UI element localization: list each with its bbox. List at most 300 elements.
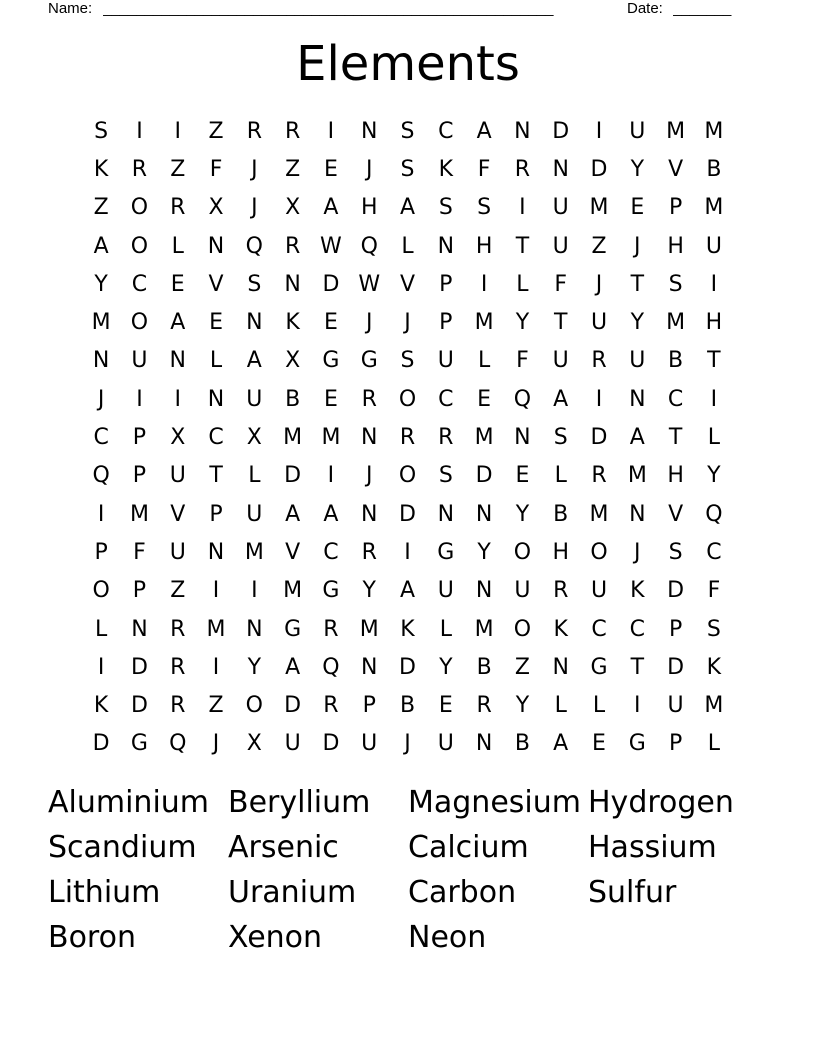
grid-letter: R — [323, 616, 339, 642]
grid-letter: M — [589, 195, 609, 221]
grid-letter: H — [475, 233, 493, 259]
grid-letter: Y — [515, 501, 530, 527]
grid-letter: M — [474, 616, 494, 642]
grid-letter: K — [706, 654, 722, 680]
grid-letter: M — [666, 118, 686, 144]
grid-letter: Q — [92, 463, 110, 489]
grid-letter: Z — [170, 578, 186, 604]
grid-letter: B — [706, 156, 722, 182]
grid-letter: B — [399, 693, 416, 719]
page-title: Elements — [296, 36, 520, 92]
grid-letter: J — [634, 233, 641, 259]
grid-letter: K — [285, 310, 300, 336]
grid-letter: U — [169, 539, 186, 565]
grid-letter: K — [438, 156, 454, 182]
grid-letter: Y — [477, 539, 491, 565]
grid-letter: A — [323, 501, 339, 527]
grid-letter: A — [629, 425, 645, 451]
grid-letter: L — [439, 616, 452, 642]
grid-letter: E — [323, 310, 338, 336]
worksheet-header — [0, 0, 816, 20]
grid-letter: C — [93, 425, 109, 451]
grid-letter: L — [554, 693, 567, 719]
grid-letter: U — [437, 731, 454, 757]
grid-letter: G — [360, 348, 378, 374]
grid-letter: N — [475, 578, 493, 604]
grid-letter: U — [705, 233, 722, 259]
word-list-item: Lithium — [48, 875, 161, 910]
grid-letter: J — [97, 386, 105, 412]
grid-letter: G — [322, 578, 340, 604]
grid-letter: S — [400, 348, 415, 374]
word-list-item: Scandium — [48, 830, 197, 865]
grid-letter: R — [246, 118, 262, 144]
grid-letter: V — [285, 539, 301, 565]
grid-letter: C — [667, 386, 684, 412]
grid-letter: D — [552, 118, 570, 144]
grid-letter: J — [251, 195, 258, 221]
grid-letter: A — [476, 118, 492, 144]
grid-letter: Y — [439, 654, 453, 680]
word-list-item: Neon — [408, 920, 487, 955]
word-list-item: Aluminium — [48, 785, 210, 820]
grid-letter: Z — [591, 233, 607, 259]
grid-letter: M — [474, 425, 494, 451]
grid-letter: P — [439, 310, 453, 336]
grid-letter: M — [283, 578, 303, 604]
grid-letter: P — [94, 539, 108, 565]
grid-letter: Q — [322, 654, 340, 680]
grid-letter: S — [706, 616, 721, 642]
grid-letter: T — [553, 310, 568, 336]
grid-letter: S — [477, 195, 492, 221]
grid-letter: H — [705, 310, 723, 336]
grid-letter: E — [170, 271, 185, 297]
grid-letter: R — [591, 463, 607, 489]
grid-letter: D — [399, 654, 416, 680]
grid-letter: J — [404, 310, 411, 336]
grid-letter: R — [323, 693, 339, 719]
grid-letter: T — [668, 425, 683, 451]
grid-letter: L — [95, 616, 108, 642]
word-list-item: Boron — [48, 920, 136, 955]
grid-letter: L — [592, 693, 606, 719]
grid-letter: R — [284, 233, 301, 259]
word-list-item: Arsenic — [228, 830, 339, 865]
grid-letter: S — [438, 195, 453, 221]
grid-letter: D — [322, 731, 340, 757]
grid-letter: T — [209, 463, 223, 489]
grid-letter: V — [668, 156, 684, 182]
grid-letter: I — [595, 386, 603, 412]
grid-letter: Q — [513, 386, 532, 412]
grid-letter: B — [668, 348, 684, 374]
grid-letter: V — [170, 501, 186, 527]
grid-letter: E — [515, 463, 530, 489]
grid-letter: M — [129, 501, 149, 527]
grid-letter: I — [174, 118, 181, 144]
grid-letter: Q — [245, 233, 263, 259]
name-blank-line: ______________________________________________________ — [103, 0, 554, 17]
grid-letter: T — [630, 271, 645, 297]
grid-letter: R — [284, 118, 301, 144]
grid-letter: E — [209, 310, 223, 336]
grid-letter: C — [591, 616, 607, 642]
grid-letter: R — [131, 156, 148, 182]
grid-letter: R — [514, 156, 531, 182]
grid-letter: Z — [208, 118, 224, 144]
grid-letter: D — [399, 501, 416, 527]
grid-letter: M — [206, 616, 226, 642]
grid-letter: N — [629, 386, 646, 412]
grid-letter: I — [136, 386, 143, 412]
grid-letter: O — [130, 233, 149, 259]
letter-grid — [82, 112, 733, 763]
grid-letter: G — [284, 616, 302, 642]
grid-letter: D — [590, 156, 608, 182]
grid-letter: M — [704, 693, 724, 719]
grid-letter: U — [552, 348, 569, 374]
grid-letter: R — [591, 348, 607, 374]
grid-letter: D — [667, 578, 685, 604]
grid-letter: U — [246, 386, 263, 412]
grid-letter: I — [97, 654, 105, 680]
grid-letter: I — [327, 118, 335, 144]
grid-letter: N — [360, 425, 378, 451]
grid-letter: H — [667, 463, 684, 489]
grid-letter: Y — [630, 156, 645, 182]
grid-letter: G — [130, 731, 148, 757]
grid-letter: C — [208, 425, 224, 451]
grid-letter: R — [170, 616, 186, 642]
grid-letter: X — [285, 348, 301, 374]
grid-letter: X — [285, 195, 301, 221]
grid-letter: D — [92, 731, 110, 757]
grid-letter: N — [92, 348, 110, 374]
grid-letter: Y — [94, 271, 108, 297]
grid-letter: N — [475, 501, 493, 527]
grid-letter: J — [595, 271, 603, 297]
grid-letter: A — [170, 310, 186, 336]
grid-letter: C — [131, 271, 148, 297]
grid-letter: X — [208, 195, 224, 221]
grid-letter: L — [171, 233, 184, 259]
grid-letter: K — [93, 693, 109, 719]
grid-letter: K — [630, 578, 645, 604]
grid-letter: R — [361, 386, 377, 412]
grid-letter: I — [251, 578, 258, 604]
grid-letter: Y — [247, 654, 262, 680]
grid-letter: A — [399, 578, 416, 604]
grid-letter: L — [707, 731, 721, 757]
grid-letter: D — [130, 654, 148, 680]
grid-letter: N — [437, 501, 455, 527]
grid-letter: S — [400, 118, 415, 144]
word-list-item: Sulfur — [588, 875, 677, 910]
grid-letter: U — [361, 731, 378, 757]
grid-letter: U — [169, 463, 186, 489]
grid-letter: D — [475, 463, 493, 489]
word-list-item: Magnesium — [408, 785, 581, 820]
grid-letter: I — [519, 195, 526, 221]
word-list-item: Uranium — [228, 875, 357, 910]
word-list-item: Beryllium — [228, 785, 371, 820]
grid-letter: I — [480, 271, 488, 297]
grid-letter: D — [284, 463, 302, 489]
grid-letter: L — [516, 271, 529, 297]
grid-letter: O — [245, 693, 263, 719]
grid-letter: O — [590, 539, 608, 565]
grid-letter: R — [170, 654, 186, 680]
grid-letter: C — [629, 616, 645, 642]
grid-letter: N — [437, 233, 455, 259]
grid-letter: M — [704, 195, 724, 221]
grid-letter: N — [207, 386, 225, 412]
grid-letter: P — [668, 731, 683, 757]
grid-letter: O — [513, 539, 532, 565]
grid-letter: M — [244, 539, 264, 565]
grid-letter: F — [133, 539, 146, 565]
grid-letter: Z — [93, 195, 109, 221]
grid-letter: P — [668, 616, 683, 642]
grid-letter: G — [590, 654, 608, 680]
grid-letter: P — [362, 693, 376, 719]
grid-letter: G — [437, 539, 455, 565]
grid-letter: U — [552, 195, 569, 221]
grid-letter: A — [323, 195, 339, 221]
grid-letter: U — [246, 501, 263, 527]
grid-letter: K — [553, 616, 568, 642]
grid-letter: Y — [515, 310, 530, 336]
grid-letter: E — [323, 386, 338, 412]
grid-letter: M — [627, 463, 647, 489]
grid-letter: I — [174, 386, 181, 412]
grid-letter: I — [136, 118, 143, 144]
grid-letter: Y — [515, 693, 530, 719]
grid-letter: N — [169, 348, 186, 374]
grid-letter: V — [399, 271, 416, 297]
grid-letter: S — [553, 425, 568, 451]
grid-letter: N — [629, 501, 646, 527]
grid-letter: A — [93, 233, 109, 259]
grid-letter: S — [438, 463, 453, 489]
grid-letter: U — [629, 348, 646, 374]
grid-letter: J — [365, 463, 373, 489]
grid-letter: N — [360, 118, 378, 144]
grid-letter: S — [668, 539, 683, 565]
grid-letter: O — [92, 578, 110, 604]
grid-letter: N — [131, 616, 148, 642]
grid-letter: R — [361, 539, 377, 565]
grid-letter: M — [474, 310, 494, 336]
grid-letter: L — [248, 463, 261, 489]
grid-letter: V — [208, 271, 224, 297]
grid-letter: I — [710, 386, 718, 412]
grid-letter: N — [552, 654, 569, 680]
grid-letter: E — [477, 386, 492, 412]
grid-letter: O — [130, 195, 149, 221]
word-list-item: Carbon — [408, 875, 517, 910]
grid-letter: T — [707, 348, 721, 374]
grid-letter: U — [552, 233, 569, 259]
grid-letter: E — [438, 693, 453, 719]
grid-letter: U — [131, 348, 148, 374]
grid-letter: U — [284, 731, 301, 757]
grid-letter: T — [515, 233, 530, 259]
grid-letter: P — [668, 195, 683, 221]
grid-letter: N — [514, 425, 531, 451]
grid-letter: U — [514, 578, 531, 604]
grid-letter: T — [630, 654, 645, 680]
grid-letter: L — [209, 348, 223, 374]
grid-letter: N — [552, 156, 569, 182]
grid-letter: V — [668, 501, 684, 527]
grid-letter: U — [667, 693, 684, 719]
grid-letter: P — [439, 271, 453, 297]
date-blank-line: _______ — [673, 0, 732, 17]
word-list-item: Hydrogen — [588, 785, 734, 820]
grid-letter: Q — [705, 501, 723, 527]
grid-letter: P — [132, 463, 147, 489]
grid-letter: I — [212, 654, 220, 680]
grid-letter: P — [132, 425, 147, 451]
grid-letter: L — [707, 425, 721, 451]
grid-letter: A — [246, 348, 262, 374]
grid-letter: N — [360, 654, 378, 680]
word-list-item: Hassium — [588, 830, 717, 865]
grid-letter: H — [667, 233, 684, 259]
grid-letter: S — [668, 271, 683, 297]
grid-letter: R — [399, 425, 416, 451]
grid-letter: D — [322, 271, 340, 297]
grid-letter: G — [322, 348, 340, 374]
grid-letter: F — [516, 348, 529, 374]
grid-letter: Y — [362, 578, 376, 604]
grid-letter: N — [514, 118, 531, 144]
grid-letter: N — [246, 310, 263, 336]
grid-letter: D — [284, 693, 302, 719]
grid-letter: S — [400, 156, 415, 182]
grid-letter: D — [130, 693, 148, 719]
grid-letter: Y — [630, 310, 645, 336]
grid-letter: C — [706, 539, 722, 565]
grid-letter: X — [246, 425, 262, 451]
grid-letter: Z — [170, 156, 186, 182]
grid-letter: U — [629, 118, 646, 144]
grid-letter: J — [365, 310, 373, 336]
grid-letter: B — [553, 501, 569, 527]
grid-letter: I — [327, 463, 335, 489]
grid-letter: M — [704, 118, 724, 144]
grid-letter: F — [554, 271, 568, 297]
grid-letter: R — [438, 425, 454, 451]
grid-letter: E — [630, 195, 645, 221]
grid-letter: L — [477, 348, 491, 374]
grid-letter: E — [592, 731, 606, 757]
grid-letter: R — [476, 693, 492, 719]
grid-letter: O — [398, 463, 417, 489]
grid-letter: S — [247, 271, 262, 297]
grid-letter: A — [553, 731, 569, 757]
grid-letter: U — [590, 310, 608, 336]
grid-letter: L — [554, 463, 567, 489]
grid-letter: J — [365, 156, 373, 182]
grid-letter: C — [438, 118, 454, 144]
grid-letter: H — [360, 195, 378, 221]
grid-letter: M — [91, 310, 111, 336]
grid-letter: X — [170, 425, 186, 451]
grid-letter: M — [359, 616, 379, 642]
grid-letter: B — [285, 386, 301, 412]
grid-letter: X — [246, 731, 262, 757]
grid-letter: J — [212, 731, 220, 757]
grid-letter: I — [595, 118, 603, 144]
grid-letter: I — [404, 539, 411, 565]
word-list — [48, 780, 768, 960]
grid-letter: R — [170, 195, 186, 221]
word-list-item: Xenon — [228, 920, 323, 955]
grid-letter: A — [399, 195, 416, 221]
grid-letter: H — [552, 539, 569, 565]
grid-letter: U — [437, 348, 454, 374]
grid-letter: I — [710, 271, 718, 297]
grid-letter: M — [283, 425, 303, 451]
grid-letter: F — [477, 156, 491, 182]
grid-letter: U — [437, 578, 454, 604]
grid-letter: N — [246, 616, 263, 642]
grid-letter: N — [207, 233, 225, 259]
grid-letter: O — [398, 386, 417, 412]
grid-letter: M — [321, 425, 341, 451]
grid-letter: Z — [208, 693, 224, 719]
grid-letter: K — [93, 156, 109, 182]
grid-letter: W — [320, 233, 342, 259]
grid-letter: R — [553, 578, 569, 604]
grid-letter: M — [589, 501, 609, 527]
grid-letter: Z — [514, 654, 530, 680]
grid-letter: N — [207, 539, 225, 565]
grid-letter: D — [590, 425, 608, 451]
grid-letter: F — [707, 578, 721, 604]
grid-letter: J — [251, 156, 258, 182]
grid-letter: R — [170, 693, 186, 719]
grid-letter: U — [590, 578, 608, 604]
grid-letter: Z — [285, 156, 301, 182]
grid-letter: W — [358, 271, 381, 297]
grid-letter: Q — [169, 731, 187, 757]
grid-letter: J — [404, 731, 411, 757]
grid-letter: Q — [360, 233, 378, 259]
word-list-item: Calcium — [408, 830, 529, 865]
grid-letter: A — [553, 386, 569, 412]
grid-letter: B — [476, 654, 492, 680]
grid-letter: N — [360, 501, 378, 527]
grid-letter: N — [475, 731, 493, 757]
grid-letter: I — [212, 578, 220, 604]
grid-letter: O — [513, 616, 532, 642]
grid-letter: S — [94, 118, 109, 144]
grid-letter: C — [438, 386, 454, 412]
grid-letter: P — [209, 501, 223, 527]
grid-letter: N — [284, 271, 301, 297]
grid-letter: D — [667, 654, 685, 680]
date-label: Date: — [627, 0, 663, 17]
grid-letter: K — [400, 616, 415, 642]
name-label: Name: — [48, 0, 93, 17]
grid-letter: J — [634, 539, 641, 565]
grid-letter: E — [323, 156, 338, 182]
grid-letter: O — [130, 310, 149, 336]
